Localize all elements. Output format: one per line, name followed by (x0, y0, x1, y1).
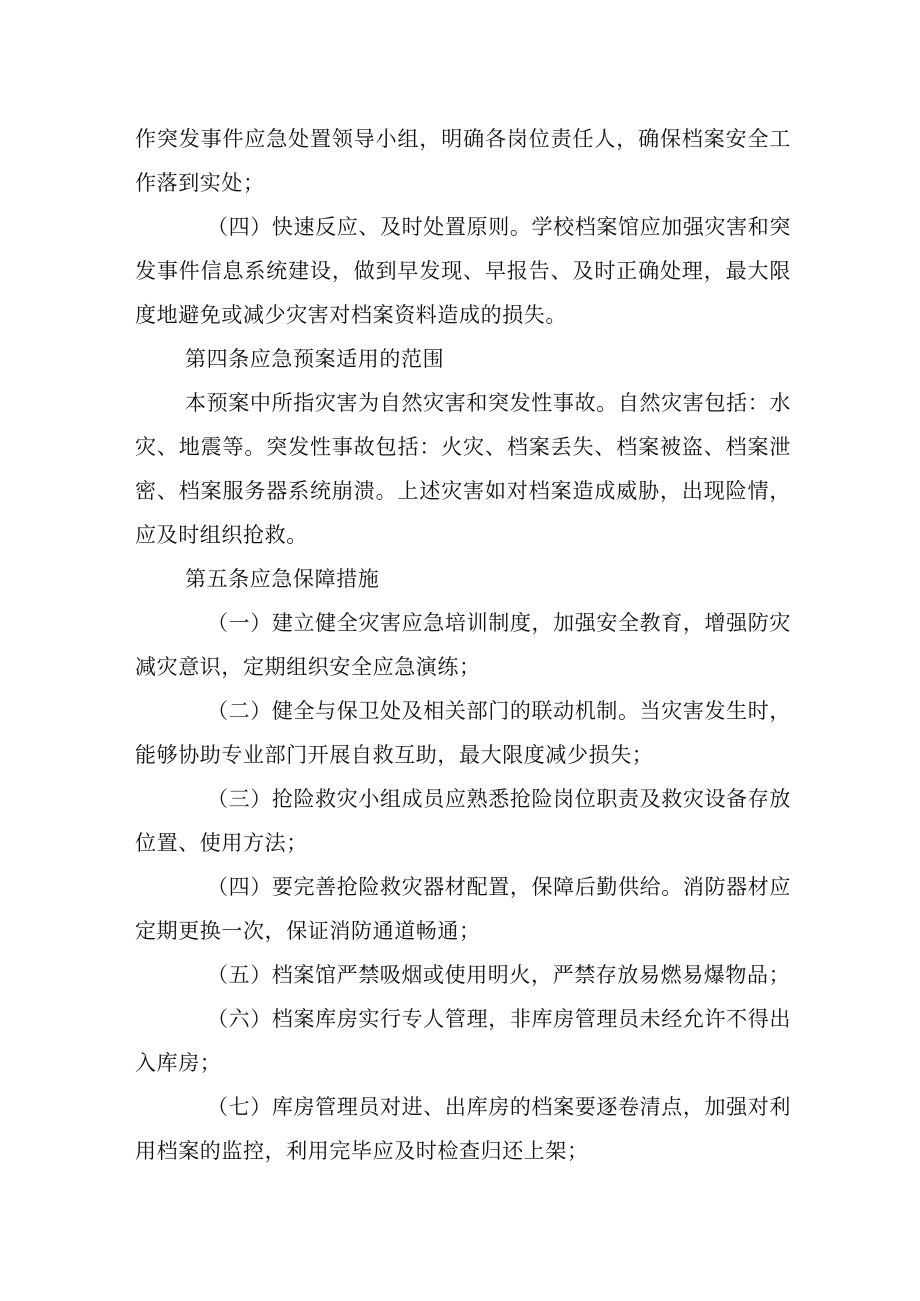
article-5-heading: 第五条应急保障措施 (185, 567, 380, 591)
measure-item-6: （六）档案库房实行专人管理，非库房管理员未经允许不得出入库房； (135, 1007, 791, 1075)
measure-item-1: （一）建立健全灾害应急培训制度，加强安全教育，增强防灾减灾意识，定期组织安全应急演练； (135, 611, 791, 679)
measure-item-7: （七）库房管理员对进、出库房的档案要逐卷清点，加强对利用档案的监控，利用完毕应及时检查归还上架； (135, 1095, 791, 1163)
paragraph-continuation: 作突发事件应急处置领导小组，明确各岗位责任人，确保档案安全工作落到实处； (135, 127, 791, 195)
measure-item-3: （三）抢险救灾小组成员应熟悉抢险岗位职责及救灾设备存放位置、使用方法； (135, 787, 791, 855)
article-4-heading: 第四条应急预案适用的范围 (185, 347, 445, 371)
document-body (135, 117, 791, 1173)
paragraph-principle-4: （四）快速反应、及时处置原则。学校档案馆应加强灾害和突发事件信息系统建设，做到早发现、早报告、及时正确处理，最大限度地避免或减少灾害对档案资料造成的损失。 (135, 215, 791, 327)
measure-item-4: （四）要完善抢险救灾器材配置，保障后勤供给。消防器材应定期更换一次，保证消防通道畅通； (135, 875, 791, 943)
measure-item-2: （二）健全与保卫处及相关部门的联动机制。当灾害发生时，能够协助专业部门开展自救互助，最大限度减少损失； (135, 699, 791, 767)
paragraph-scope: 本预案中所指灾害为自然灾害和突发性事故。自然灾害包括：水灾、地震等。突发性事故包括：火灾、档案丢失、档案被盗、档案泄密、档案服务器系统崩溃。上述灾害如对档案造成威胁，出现险情，应及时组织抢救。 (135, 391, 791, 547)
measure-item-5: （五）档案馆严禁吸烟或使用明火，严禁存放易燃易爆物品； (207, 963, 791, 987)
